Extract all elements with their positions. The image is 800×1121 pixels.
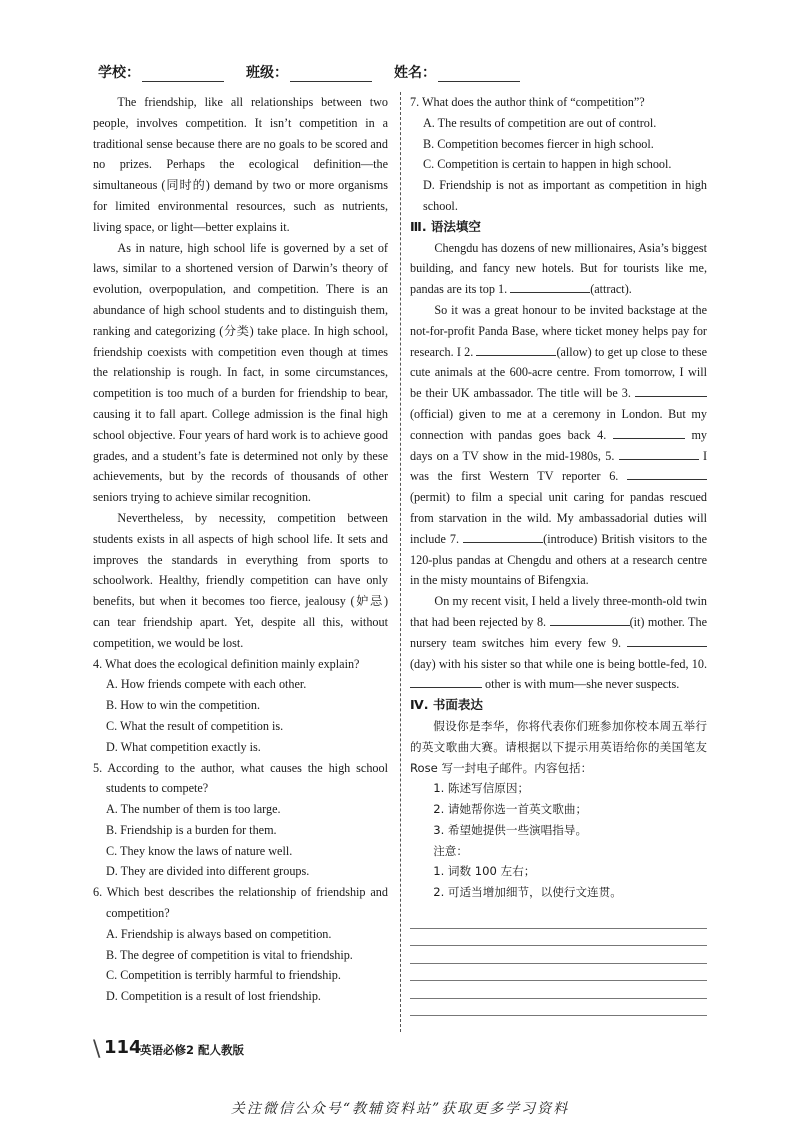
section-4-title: Ⅳ. 书面表达 bbox=[410, 697, 483, 713]
option-c[interactable]: C. Competition is certain to happen in high school. bbox=[423, 157, 672, 172]
footer-slash-decoration: \ bbox=[93, 1037, 101, 1062]
book-title: 英语必修2 配人教版 bbox=[140, 1043, 245, 1057]
option-c[interactable]: C. They know the laws of nature well. bbox=[106, 843, 293, 858]
note-1: 1. 词数 100 左右； bbox=[433, 864, 536, 879]
question-stem: 6. Which best describes the relationship of friendship and competition? bbox=[93, 885, 388, 921]
question-6 bbox=[93, 882, 388, 1007]
bottom-handwritten-note: 关注微信公众号“教辅资料站”获取更多学习资料 bbox=[230, 1101, 570, 1117]
blank-7[interactable] bbox=[463, 531, 543, 543]
page-number: 114 bbox=[104, 1037, 142, 1058]
option-b[interactable]: B. Friendship is a burden for them. bbox=[106, 822, 277, 837]
blank-4[interactable] bbox=[613, 427, 685, 439]
writing-line[interactable] bbox=[410, 999, 707, 1017]
question-4 bbox=[93, 654, 388, 758]
note-2: 2. 可适当增加细节，以使行文连贯。 bbox=[433, 885, 622, 900]
option-a[interactable]: A. Friendship is always based on competition. bbox=[106, 926, 332, 941]
school-blank[interactable] bbox=[142, 68, 224, 82]
passage-paragraph-1: The friendship, like all relationships between two people, involves competition. It isn’t competition in a traditional sense because there are no goals to be scored and no prizes. Perhaps the ecological definition—the simultaneous (同时的) demand by two or more organisms for limited environmental resources, such as nutrients, living space, or light—better explains it. bbox=[93, 95, 388, 234]
column-divider bbox=[400, 92, 401, 1032]
blank-8[interactable] bbox=[550, 614, 630, 626]
name-blank[interactable] bbox=[438, 68, 520, 82]
writing-line[interactable] bbox=[410, 911, 707, 929]
option-b[interactable]: B. The degree of competition is vital to friendship. bbox=[106, 947, 353, 962]
prompt-point-3: 3. 希望她提供一些演唱指导。 bbox=[433, 822, 588, 837]
question-stem: 5. According to the author, what causes the high school students to compete? bbox=[93, 760, 388, 796]
school-field: 学校： bbox=[98, 62, 224, 82]
option-b[interactable]: B. Competition becomes fiercer in high school. bbox=[423, 136, 654, 151]
blank-5[interactable] bbox=[619, 448, 699, 460]
question-stem: 7. What does the author think of “competition”? bbox=[410, 95, 645, 109]
cloze-paragraph-2: So it was a great honour to be invited backstage at the not-for-profit Panda Base, where ticket money helps pay for research. I 2. (allow) to get up close to these cute animals at the 600-acre centre. From tomorrow, I will be their UK ambassador. The title will be 3. (official) given to me at a ceremony in London. But my connection with pandas goes back 4. my days on a TV show in the mid-1980s, 5. I was the first Western TV reporter 6. (permit) to film a special unit caring for pandas rescued from starvation in the wild. My ambassadorial duties will include 7. (introduce) British visitors to the 120-plus pandas at Chengdu and others at a research centre in the misty mountains of Bifengxia. bbox=[410, 302, 708, 588]
question-7 bbox=[410, 92, 707, 217]
blank-10[interactable] bbox=[410, 676, 482, 688]
option-d[interactable]: D. What competition exactly is. bbox=[106, 739, 261, 754]
class-blank[interactable] bbox=[290, 68, 372, 82]
option-c[interactable]: C. Competition is terribly harmful to friendship. bbox=[106, 968, 341, 983]
section-3-title: Ⅲ. 语法填空 bbox=[410, 218, 481, 234]
option-a[interactable]: A. How friends compete with each other. bbox=[106, 677, 307, 692]
blank-2[interactable] bbox=[476, 344, 556, 356]
blank-9[interactable] bbox=[627, 635, 707, 647]
question-5 bbox=[93, 758, 388, 883]
page-footer bbox=[93, 1037, 353, 1063]
name-field: 姓名： bbox=[394, 62, 520, 82]
option-b[interactable]: B. How to win the competition. bbox=[106, 698, 261, 713]
writing-line[interactable] bbox=[410, 946, 707, 964]
option-a[interactable]: A. The results of competition are out of control. bbox=[423, 115, 657, 130]
class-field: 班级： bbox=[246, 62, 372, 82]
passage-paragraph-3: Nevertheless, by necessity, competition between students exists in all aspects of high school life. It sets and improves the standards in everything from sports to schoolwork. Healthy, friendly competition can have only benefits, but when it becomes too fierce, jealousy (妒忌) can tear friendship apart. Yet, despite all this, without competition, we would be lost. bbox=[93, 510, 388, 650]
prompt-point-2: 2. 请她帮你选一首英文歌曲； bbox=[433, 802, 588, 817]
cloze-paragraph-1: Chengdu has dozens of new millionaires, Asia’s biggest building, and fancy new hotels. But for tourists like me, pandas are its top 1. (attract). bbox=[410, 240, 707, 297]
writing-line[interactable] bbox=[410, 981, 707, 999]
option-d[interactable]: D. Friendship is not as important as competition in high school. bbox=[423, 178, 707, 213]
writing-prompt: 假设你是李华，你将代表你们班参加你校本周五举行的英文歌曲大赛。请根据以下提示用英语给你的美国笔友 Rose 写一封电子邮件。内容包括： bbox=[410, 718, 707, 775]
student-info-header bbox=[98, 62, 538, 86]
option-d[interactable]: D. They are divided into different groups. bbox=[106, 864, 310, 879]
prompt-point-1: 1. 陈述写信原因； bbox=[433, 781, 530, 796]
blank-1[interactable] bbox=[510, 281, 590, 293]
writing-line[interactable] bbox=[410, 929, 707, 947]
cloze-paragraph-3: On my recent visit, I held a lively three-month-old twin that had been rejected by 8. (it) mother. The nursery team switches him every few 9. (day) with his sister so that while one is being bottle-fed, 10. other is with mum—she never suspects. bbox=[410, 594, 707, 692]
blank-6[interactable] bbox=[627, 468, 707, 480]
option-c[interactable]: C. What the result of competition is. bbox=[106, 718, 284, 733]
option-a[interactable]: A. The number of them is too large. bbox=[106, 802, 281, 817]
blank-3[interactable] bbox=[635, 385, 707, 397]
writing-area[interactable] bbox=[410, 911, 707, 1016]
writing-line[interactable] bbox=[410, 964, 707, 982]
passage-paragraph-2: As in nature, high school life is governed by a set of laws, similar to a shortened version of Darwin’s theory of evolution, overpopulation, and competition. There is an abundance of high school students and to distinguish them, ranking and categorizing (分类) take place. In high school, friendship coexists with competition even though at times the relationship is rough. In fact, in some circumstances, competition is too much of a burden for friendship to bear, causing it to fall apart. College admission is the final high school objective. Four years of hard work is to achieve good grades, and a student’s fate is determined not only by these achievements, but by the records of thousands of other seniors trying to achieve similar recognition. bbox=[93, 240, 388, 505]
left-column bbox=[93, 92, 388, 1007]
option-d[interactable]: D. Competition is a result of lost friendship. bbox=[106, 989, 321, 1004]
note-label: 注意： bbox=[433, 843, 468, 858]
right-column bbox=[410, 92, 707, 1016]
question-stem: 4. What does the ecological definition mainly explain? bbox=[93, 656, 360, 671]
